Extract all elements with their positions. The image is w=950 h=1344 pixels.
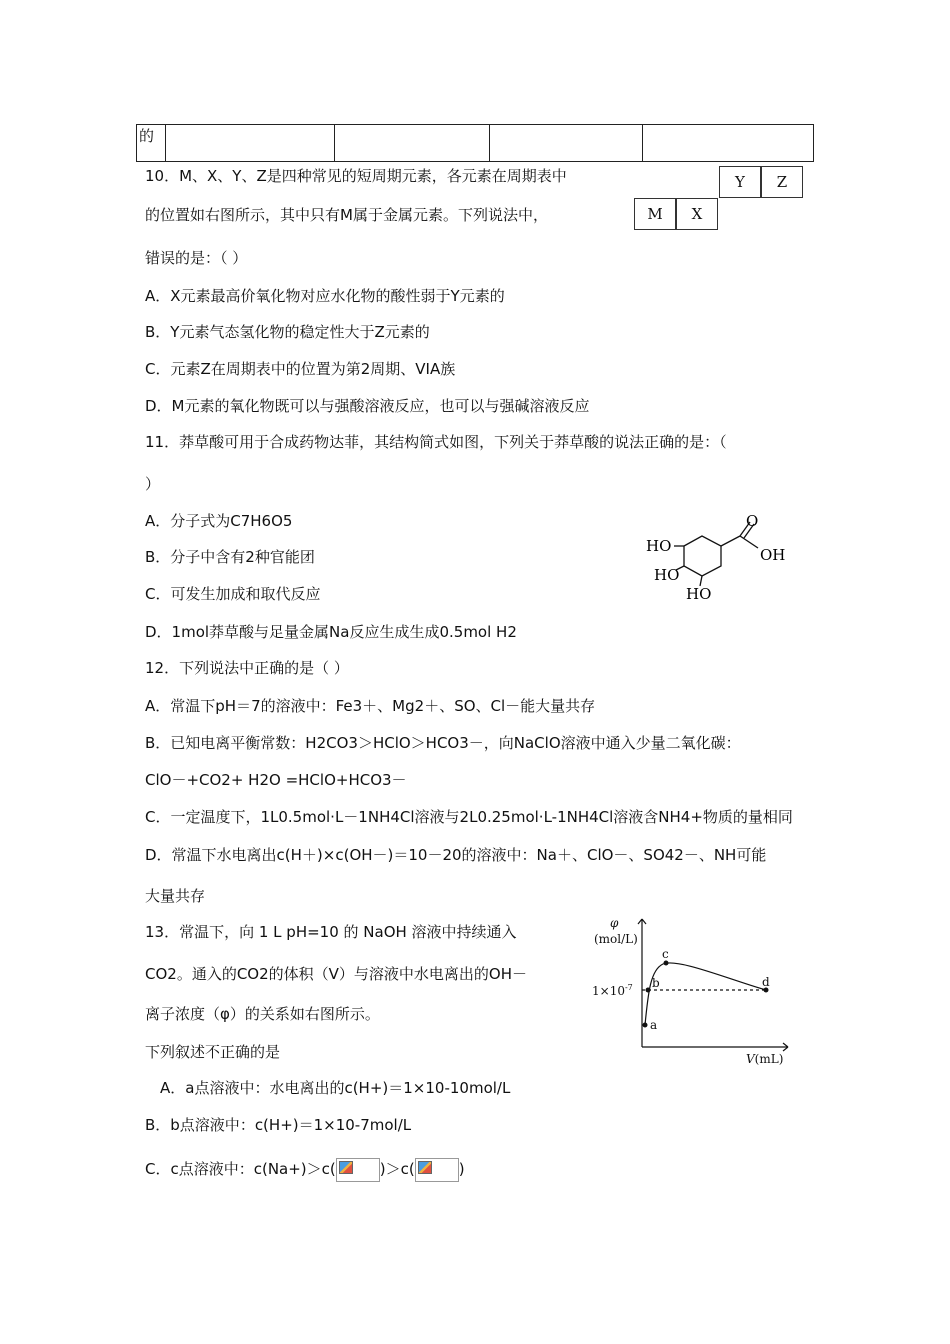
- chart-label-c: c: [662, 947, 669, 961]
- broken-image-icon: [336, 1158, 380, 1182]
- struct-label-ho-2: HO: [654, 566, 680, 584]
- table-cell: [166, 125, 335, 162]
- grid-cell-y: Y: [719, 166, 761, 198]
- chart-unit-label: (mol/L): [594, 932, 638, 946]
- q10-option-b: B．Y元素气态氢化物的稳定性大于Z元素的: [145, 323, 430, 341]
- point-a: [643, 1023, 648, 1028]
- q11-option-b: B．分子中含有2种官能团: [145, 548, 315, 566]
- q13-option-c-mid: )＞c(: [379, 1160, 415, 1178]
- q10-stem-line2: 的位置如右图所示，其中只有M属于金属元素。下列说法中，: [145, 206, 548, 224]
- q13-phi-volume-chart: [588, 915, 798, 1067]
- chart-ref-label: $1\times 10^{-7}$: [592, 983, 633, 998]
- q12-option-c: C．一定温度下，1L0.5mol·L－1NH4Cl溶液与2L0.25mol·L-1NH4Cl溶液含NH4+物质的量相同: [145, 808, 793, 826]
- q13-option-c-suffix: ): [458, 1160, 465, 1178]
- grid-cell-z: Z: [761, 166, 803, 198]
- q13-stem-line2: CO2。通入的CO2的体积（V）与溶液中水电离出的OH－: [145, 965, 527, 983]
- q13-option-c: [145, 1152, 465, 1186]
- struct-label-ho-3: HO: [686, 585, 712, 603]
- q13-stem-line3: 离子浓度（φ）的关系如右图所示。: [145, 1005, 380, 1023]
- struct-label-ho-1: HO: [646, 537, 672, 555]
- point-c: [664, 961, 669, 966]
- struct-label-o: O: [746, 512, 759, 530]
- q10-stem-line1: 10．M、X、Y、Z是四种常见的短周期元素，各元素在周期表中: [145, 167, 567, 185]
- grid-cell-m: M: [634, 198, 676, 230]
- q11-option-d: D．1mol莽草酸与足量金属Na反应生成生成0.5mol H2: [145, 623, 517, 641]
- q10-option-c: C．元素Z在周期表中的位置为第2周期、VIA族: [145, 360, 456, 378]
- q10-stem-line3: 错误的是：（ ）: [145, 249, 248, 267]
- q12-stem: 12．下列说法中正确的是（ ）: [145, 659, 349, 677]
- table-cell: [643, 125, 814, 162]
- top-table: [136, 124, 814, 162]
- chart-label-b: b: [652, 976, 660, 990]
- chart-xaxis-label: V(mL): [746, 1052, 784, 1066]
- q10-option-d: D．M元素的氧化物既可以与强酸溶液反应，也可以与强碱溶液反应: [145, 397, 590, 415]
- q12-option-d: D．常温下水电离出c(H＋)×c(OH－)＝10－20的溶液中：Na＋、ClO－、SO42－、NH可能: [145, 846, 767, 864]
- q13-stem-line4: 下列叙述不正确的是: [145, 1043, 281, 1061]
- table-cell: [490, 125, 643, 162]
- q11-stem-line2: ）: [145, 475, 161, 493]
- q11-option-a: A．分子式为C7H6O5: [145, 512, 293, 530]
- q13-option-b: B．b点溶液中：c(H+)＝1×10-7mol/L: [145, 1116, 412, 1134]
- q10-option-a: A．X元素最高价氧化物对应水化物的酸性弱于Y元素的: [145, 287, 505, 305]
- table-cell: [335, 125, 490, 162]
- chart-label-d: d: [762, 975, 770, 989]
- q12-option-a: A．常温下pH＝7的溶液中：Fe3＋、Mg2＋、SO、Cl－能大量共存: [145, 697, 596, 715]
- q12-option-d-cont: 大量共存: [145, 887, 206, 905]
- grid-cell-x: X: [676, 198, 718, 230]
- q13-option-a: A．a点溶液中：水电离出的c(H+)＝1×10-10mol/L: [160, 1079, 511, 1097]
- q12-option-b: B．已知电离平衡常数：H2CO3＞HClO＞HCO3－，向NaClO溶液中通入少量二氧化碳：: [145, 734, 741, 752]
- shikimic-acid-structure: [640, 508, 800, 608]
- table-cell: 的: [137, 125, 166, 162]
- q11-stem-line1: 11．莽草酸可用于合成药物达菲，其结构简式如图，下列关于莽草酸的说法正确的是：（: [145, 433, 727, 451]
- q13-option-c-prefix: C．c点溶液中：c(Na+)＞c(: [145, 1160, 336, 1178]
- q13-stem-line1: 13．常温下，向 1 L pH=10 的 NaOH 溶液中持续通入: [145, 923, 517, 941]
- q12-option-b-cont: ClO－+CO2+ H2O =HClO+HCO3－: [145, 771, 407, 789]
- point-b: [646, 988, 651, 993]
- q11-option-c: C．可发生加成和取代反应: [145, 585, 321, 603]
- struct-label-oh: OH: [760, 546, 786, 564]
- chart-label-a: a: [650, 1018, 658, 1032]
- broken-image-icon: [415, 1158, 459, 1182]
- phi-curve: [645, 963, 766, 1025]
- chart-phi-label: φ: [610, 916, 619, 930]
